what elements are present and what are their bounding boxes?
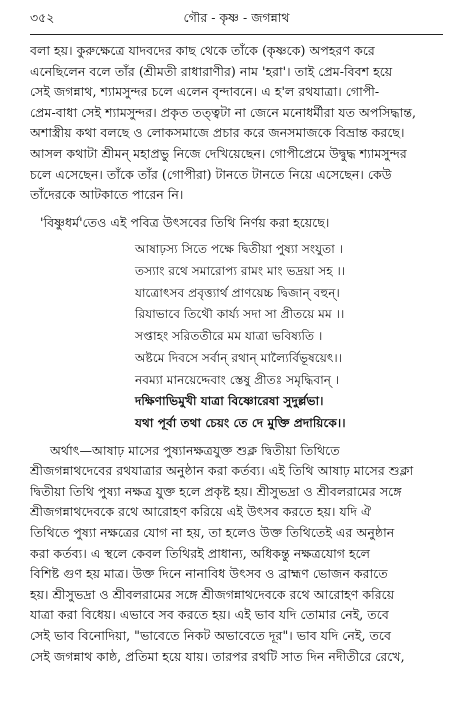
- text-line: সেই ভাব বিনোদিয়া, "ভাবেতে নিকট অভাবেতে দূর"। ভাব যদি নেই, তবে: [30, 628, 391, 644]
- text-line: সেই জগন্নাথ কাষ্ঠ, প্রতিমা হয়ে যায়। তারপর রথটি সাত দিন নদীতীরে রেখে,: [30, 648, 405, 664]
- text-line: শ্রীজগন্নাথদেবের রথযাত্রার অনুষ্ঠান করা কর্তব্য। এই তিথি আষাঢ় মাসের শুক্লা: [30, 463, 414, 479]
- page-number: ৩৫২: [30, 10, 55, 25]
- sanskrit-verse: [135, 239, 443, 434]
- text-line: যাত্রা করা বিধেয়। এভাবে সব করতে হয়। এই ভাব যদি তোমার নেই, তবে: [30, 607, 389, 623]
- header-divider: [30, 34, 443, 35]
- text-line: অর্থাৎ—আষাঢ় মাসের পুষ্যানক্ষত্রযুক্ত শুক্ল দ্বিতীয়া তিথিতে: [50, 442, 340, 458]
- text-line: অশাস্ত্রীয় কথা বলছে ও লোকসমাজে প্রচার করে জনসমাজকে বিভ্রান্ত করছে।: [30, 125, 405, 141]
- verse-line: সপ্তাহং সরিততীরে মম যাত্রা ভবিষ্যতি ।: [135, 329, 323, 344]
- text-line: প্রেম-বাধা সেই শ্যামসুন্দর। প্রকৃত তত্ত্বটা না জেনে মনোধর্মীরা যত অপসিদ্ধান্ত,: [30, 104, 417, 120]
- verse-intro: 'বিষ্ণুধর্ম'তেও এই পবিত্র উৎসবের তিথি নির্ণয় করা হয়েছে।: [40, 214, 330, 230]
- text-line: এনেছিলেন বলে তাঁর (শ্রীমতী রাধারাণীর) নাম 'হরা'। তাই প্রেম-বিবশ হয়ে: [30, 63, 393, 79]
- text-line: দ্বিতীয়া তিথি পুষ্যা নক্ষত্র যুক্ত হলে প্রকৃষ্ট হয়। শ্রীসুভদ্রা ও শ্রীবলরামের সঙ্গে: [30, 483, 402, 499]
- verse-line: দক্ষিণাভিমুখী যাত্রা বিষ্ণোরেষা সুদুর্ল্লভা।: [135, 394, 324, 409]
- text-line: বলা হয়। কুরুক্ষেত্রে যাদবদের কাছ থেকে তাঁকে (কৃষ্ণকে) অপহরণ করে: [30, 43, 375, 58]
- verse-line: তস্যাং রথে সমারোপ্য রামং মাং ভদ্রয়া সহ ।।: [135, 264, 346, 279]
- text-line: তাঁদেরকে আটকাতে পারেন নি।: [30, 187, 184, 203]
- running-title: গৌর - কৃষ্ণ - জগন্নাথ: [183, 10, 290, 25]
- verse-line: নবম্যা মানয়েদ্দেবাং স্তেষু প্রীতঃ সমৃদ্ধিবান্ ।: [135, 372, 340, 387]
- paragraph-2: [30, 441, 443, 668]
- page-header: [30, 10, 443, 32]
- text-line: বিশিষ্ট গুণ হয় মাত্র। উক্ত দিনে নানাবিধ উৎসব ও ব্রাহ্মণ ভোজন করাতে: [30, 566, 388, 582]
- verse-line: অষ্টমে দিবসে সর্বান্ রথান্ মাল্যৈর্বিভূষয়েৎ।।: [135, 350, 343, 365]
- verse-line: রিযাভাবে তিথৌ কার্য্য সদা সা প্রীতয়ে মম ।।: [135, 307, 345, 322]
- text-line: করা কর্তব্য। এ স্থলে কেবল তিথিরই প্রাধান্য, অধিকন্তু নক্ষত্রযোগ হলে: [30, 545, 371, 561]
- verse-line: যথা পূর্বা তথা চেয়ং তে দে মুক্তি প্রদায়িকে।।: [135, 415, 346, 430]
- paragraph-1: [30, 41, 443, 206]
- verse-line: যাত্রোৎসব প্রবৃত্ত্যার্থ প্রাণয়েচ্চ দ্বিজান্ বহুন্।: [135, 285, 340, 300]
- text-line: চলে এসেছেন। তাঁকে তাঁর (গোপীরা) টানতে টানতে নিয়ে এসেছেন। কেউ: [30, 166, 392, 182]
- text-line: হয়। শ্রীসুভদ্রা ও শ্রীবলরামের সঙ্গে শ্রীজগন্নাথদেবকে রথে আরোহণ করিয়ে: [30, 586, 395, 602]
- text-line: আসল কথাটা শ্রীমন্ মহাপ্রভু নিজে দেখিয়েছেন। গোপীপ্রেমে উদ্বুদ্ধ শ্যামসুন্দর: [30, 145, 407, 161]
- text-line: সেই জগন্নাথ, শ্যামসুন্দর চলে এলেন বৃন্দাবনে। এ হ'ল রথযাত্রা। গোপী-: [30, 84, 380, 100]
- text-line: তিথিতে পুষ্যা নক্ষত্রের যোগ না হয়, তা হলেও উক্ত তিথিতেই এর অনুষ্ঠান: [30, 525, 395, 541]
- verse-line: আষাঢ়স্য সিতে পক্ষে দ্বিতীয়া পুষ্যা সংযুতা ।: [135, 242, 344, 257]
- text-line: শ্রীজগন্নাথদেবকে রথে আরোহণ করিয়ে এই উৎসব করতে হয়। যদি ঐ: [30, 504, 372, 520]
